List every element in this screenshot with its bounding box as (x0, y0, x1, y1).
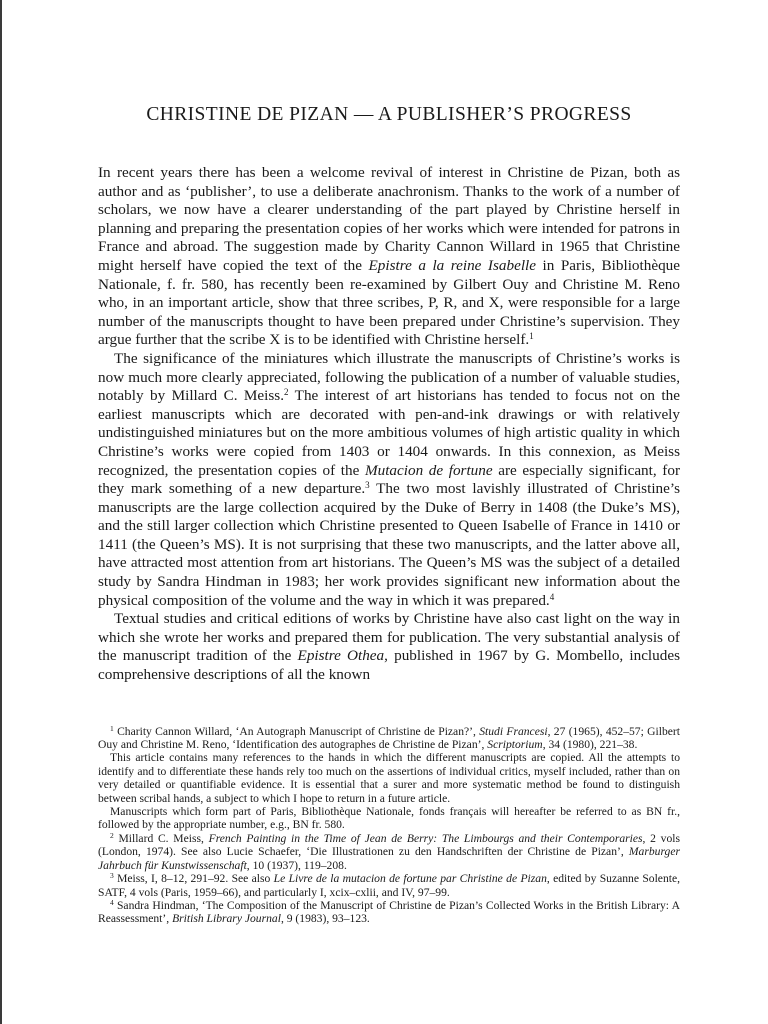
text-run: The significance of the miniatures which illustrate the manuscripts of Christine’s works is now much more clearly appreciated, following the publication of a number of valuable studies, notably by Millard C. Meiss. (98, 349, 680, 405)
body-paragraph-1 (98, 164, 680, 350)
article-page (98, 104, 680, 926)
italic-title: Scriptorium (487, 738, 543, 752)
footnote-1-abbreviations (98, 805, 680, 832)
footnote-1 (98, 725, 680, 752)
body-paragraph-2 (98, 350, 680, 610)
text-run: Meiss, I, 8–12, 291–92. See also (113, 872, 274, 886)
note-marker: 4 (549, 591, 555, 602)
article-body (98, 164, 680, 685)
text-run: Millard C. Meiss, (113, 831, 209, 845)
text-run: , 9 (1983), 93–123. (280, 912, 370, 926)
text-run: are especially significant, for they mark something of a new departure. (98, 461, 680, 498)
text-run: , 2 vols (London, 1974). See also Lucie Schaefer, ‘Die Illustrationen zu den Handschriften der Christine de Pizan’, (98, 831, 680, 859)
text-run: , 34 (1980), 221–38. (542, 738, 638, 752)
footnote-3 (98, 872, 680, 899)
italic-title: Studi Francesi (479, 724, 548, 738)
note-marker: 4 (110, 897, 114, 907)
text-run: in Paris, Bibliothèque Nationale, f. fr. 580, has recently been re-examined by Gilbert Ouy and Christine M. Reno who, in an important article, show that three scribes, P, R, and X, were responsible for a large number of the manuscripts thought to have been prepared under Christine’s supervision. They argue further that the scribe X is to be identified with Christine herself. (98, 256, 680, 349)
italic-title: French Painting in the Time of Jean de Berry: The Limbourgs and their Contemporaries (208, 831, 643, 845)
note-marker: 3 (365, 480, 370, 491)
text-run: , published in 1967 by G. Mombello, includes comprehensive descriptions of all the known (98, 647, 680, 684)
body-paragraph-3 (98, 610, 680, 684)
italic-title: Le Livre de la mutacion de fortune par Christine de Pizan (273, 872, 547, 886)
text-run: , 27 (1965), 452–57; Gilbert Ouy and Christine M. Reno, ‘Identification des autographes de Christine de Pizan’, (98, 724, 680, 752)
italic-title: Epistre a la reine Isabelle (368, 256, 537, 274)
text-run: The two most lavishly illustrated of Christine’s manuscripts are the large collection acquired by the Duke of Berry in 1408 (the Duke’s MS), and the still larger collection which Christine presented to Queen Isabelle of France in 1410 or 1411 (the Queen’s MS). It is not surprising that these two manuscripts, and the latter above all, have attracted most attention from art historians. The Queen’s MS was the subject of a detailed study by Sandra Hindman in 1983; her work provides significant new information about the physical composition of the volume and the way in which it was prepared. (98, 480, 680, 609)
note-marker: 1 (110, 723, 114, 733)
footnote-2 (98, 832, 680, 872)
text-run: This article contains many references to the hands in which the different manuscripts are copied. All the attempts to identify and to differentiate these hands rely too much on the assertions of individual critics, myself included, rather than on very detailed or quantifiable evidence. It is essential that a surer and more systematic method be found to distinguish between scribal hands, a subject to which I hope to return in a future article. (98, 751, 680, 805)
italic-title: Mutacion de fortune (364, 461, 493, 479)
footnotes (98, 725, 680, 926)
italic-title: Marburger Jahrbuch für Kunstwissenschaft (98, 845, 680, 872)
page-edge-rule (0, 0, 2, 1024)
text-run: The interest of art historians has tended to focus not on the earliest manuscripts which are decorated with pen-and-ink drawings or with relatively undistinguished miniatures but on the more ambitious volumes of high artistic quality in which Christine’s works were copied from 1403 or 1404 onwards. In this connexion, as Meiss recognized, the presentation copies of the (98, 387, 680, 479)
note-marker: 1 (529, 331, 534, 342)
article-title: CHRISTINE DE PIZAN — A PUBLISHER’S PROGRESS (146, 104, 632, 125)
footnote-1-continued (98, 751, 680, 805)
text-run: Textual studies and critical editions of works by Christine have also cast light on the way in which she wrote her works and prepared them for publication. The very substantial analysis of the manuscript tradition of the (98, 610, 680, 665)
text-run: Charity Cannon Willard, ‘An Autograph Manuscript of Christine de Pizan?’, (113, 724, 480, 738)
text-run: , edited by Suzanne Solente, SATF, 4 vols (Paris, 1959–66), and particularly I, xcix–cxlii, and IV, 97–99. (98, 872, 681, 899)
text-run: , 10 (1937), 119–208. (246, 858, 347, 872)
note-marker: 2 (110, 830, 114, 840)
footnote-4 (98, 899, 680, 926)
text-run: Sandra Hindman, ‘The Composition of the Manuscript of Christine de Pizan’s Collected Works in the British Library: A Reassessment’, (98, 898, 680, 926)
italic-title: British Library Journal (172, 912, 281, 926)
note-marker: 3 (110, 871, 114, 881)
text-run: Manuscripts which form part of Paris, Bibliothèque Nationale, fonds français will hereafter be referred to as BN fr., followed by the appropriate number, e.g., BN fr. 580. (98, 805, 680, 832)
italic-title: Epistre Othea (297, 647, 385, 665)
note-marker: 2 (284, 387, 289, 398)
text-run: In recent years there has been a welcome revival of interest in Christine de Pizan, both as author and as ‘publisher’, to use a deliberate anachronism. Thanks to the work of a number of scholars, we now have a clearer understanding of the part played by Christine herself in planning and preparing the presentation copies of her works which were intended for patrons in France and abroad. The suggestion made by Charity Cannon Willard in 1965 that Christine might herself have copied the text of the (98, 164, 680, 274)
